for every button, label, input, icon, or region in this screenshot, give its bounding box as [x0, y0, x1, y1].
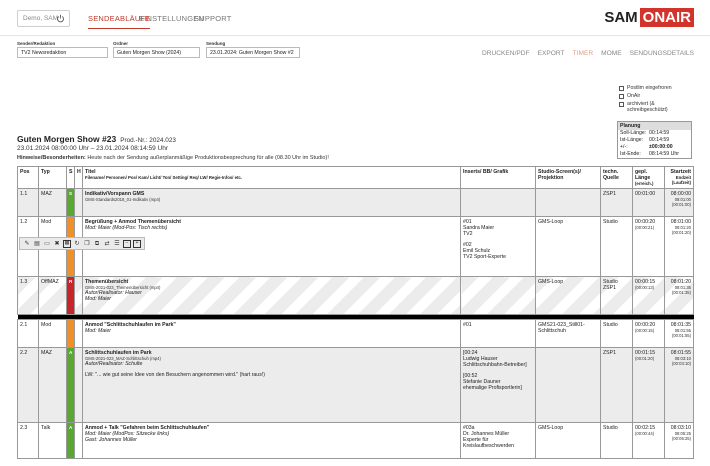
ordner-select[interactable]: Guten Morgen Show (2024)	[113, 47, 200, 58]
status-badge: A	[67, 348, 75, 423]
mome-button[interactable]: MOME	[601, 50, 622, 57]
sendung-label: Sendung	[206, 41, 226, 46]
nav-support[interactable]: SUPPORT	[194, 14, 232, 23]
prod-number: Prod.-Nr.: 2024.023	[120, 137, 176, 144]
sender-select[interactable]: TV2 Newsredaktion	[17, 47, 108, 58]
sendung-field	[206, 41, 300, 58]
sendungsdetails-button[interactable]: SENDUNGSDETAILS	[629, 50, 694, 57]
planung-row: Ist-Ende: 08:14:59 Uhr	[620, 151, 679, 157]
table-row[interactable]: 1.3 OffMAZ R Themenübersicht GMS-2021-023_Themenübersicht (mp4) Autor/Realisator: Hauser Mod: Maier GMS-Loop Studio ZSP1 00:00:15 (00:00:13) 08:01:20 08:01:35 (00:01:35)	[18, 277, 694, 315]
sender-label: Sender/Redaktion	[17, 41, 56, 46]
power-icon[interactable]	[56, 14, 65, 23]
check-archiviert[interactable]: archiviert (& schreibgeschützt)	[619, 101, 681, 113]
expand-icon[interactable]: +	[133, 240, 141, 248]
ordner-label: Ordner	[113, 41, 129, 46]
status-badge: R	[67, 277, 75, 315]
col-gepl: gepl. Länge (erreich.)	[633, 167, 665, 189]
table-row[interactable]: 1.2 Mod Begrüßung + Anmod Themenübersicht Mod: Maier (Mod-Pos: Tisch rechts) #01 Sandra Maier TV2 #02 Emil Schulz TV2 Sport-Experte GMS-Loop Studio 00:00:20 (00:00:21) 08:01:00 08:01:20 (00:01:20)	[18, 217, 694, 277]
col-s: S	[67, 167, 75, 189]
layout-icon[interactable]: ▦	[64, 240, 70, 246]
status-checks	[619, 85, 681, 115]
document-icon[interactable]: ▤	[34, 240, 40, 247]
shuffle-icon[interactable]: ⇄	[104, 240, 110, 247]
sender-field	[17, 41, 108, 58]
copy-icon[interactable]: ❐	[84, 240, 90, 247]
col-titel: Titel Filename/ Personen/ Pos/ Kam/ Licht/ Ton/ Setting/ Req/ LW/ Regie-Infos/ etc.	[83, 167, 461, 189]
table-header	[18, 167, 694, 189]
row-toolbar	[19, 237, 145, 250]
col-typ: Typ	[39, 167, 67, 189]
checkbox-icon[interactable]	[619, 94, 624, 99]
user-name: Demo, SAM	[23, 15, 59, 22]
collapse-icon[interactable]: −	[123, 240, 131, 248]
delete-icon[interactable]: ✖	[54, 240, 60, 247]
planung-box	[617, 121, 692, 159]
status-badge: S	[67, 189, 75, 217]
action-bar	[482, 50, 694, 57]
col-techn: techn. Quelle	[601, 167, 633, 189]
rundown-table	[17, 166, 694, 459]
check-eingefroren[interactable]: Postlim eingefroren	[619, 85, 681, 91]
ordner-field	[113, 41, 200, 58]
col-studio: Studio-Screen(s)/ Projektion	[536, 167, 601, 189]
planung-row: Ist-Länge: 00:14:59	[620, 137, 670, 143]
checkbox-icon[interactable]	[619, 86, 624, 91]
col-startzeit: Startzeit Endzeit (Laufzeit)	[665, 167, 694, 189]
nav-sendeablaeufe[interactable]: SENDEABLÄUFE	[88, 14, 150, 29]
table-row[interactable]: 2.1 Mod Anmod "Schlittschuhlaufen im Park" Mod: Maier #01 GMS21-023_Still01-Schlittschuh Studio 00:00:20 (00:00:15) 08:01:35 08:01:55 (00:01:55)	[18, 320, 694, 348]
show-title: Guten Morgen Show #23 Prod.-Nr.: 2024.023	[17, 134, 176, 144]
check-onair[interactable]: OnAir	[619, 93, 681, 99]
table-row[interactable]: 2.2 MAZ A Schlittschuhlaufen im Park GMS-2021-023_MAZ-Schlittschuh (mp4) Autor/Realisator: Schulte LW: "... wie gut seine Idee von den Besuchern angenommen wird." (hart raus!) [00:24 Ludwig Hauser Schlittschuhbahn-Betreiber] [00:52 Stefanie Dauner ehemalige Profisportlerin] ZSP1 00:01:15 (00:01:20) 08:01:55 08:03:10 (00:03:10)	[18, 348, 694, 423]
show-time: 23.01.2024 08:00:00 Uhr – 23.01.2024 08:14:59 Uhr	[17, 145, 169, 152]
hinweis: Hinweise/Besonderheiten: Heute nach der Sendung außerplanmäßige Produktionsbesprechung für alle (08.30 Uhr im Studio)!	[17, 155, 329, 161]
list-icon[interactable]: ☰	[114, 240, 120, 247]
duplicate-icon[interactable]: ⧉	[94, 240, 100, 247]
pencil-icon[interactable]: ✎	[24, 240, 30, 247]
table-row[interactable]: 2.3 Talk A Anmod + Talk "Gefahren beim Schlittschuhlaufen" Mod: Maier (ModPos: Sitzecke links) Gast: Johannes Müller #03a Dr. Johannes Müller Experte für Kreislaufbeschwerden GMS-Loop Studio 00:02:15 (00:00:44) 08:03:10 08:05:25 (00:05:25)	[18, 423, 694, 459]
timer-button[interactable]: TIMER	[572, 50, 594, 57]
refresh-icon[interactable]: ↻	[74, 240, 80, 247]
nav-einstellungen[interactable]: EINSTELLUNGEN	[139, 14, 205, 23]
planung-title: Planung	[618, 122, 691, 130]
export-button[interactable]: EXPORT	[537, 50, 565, 57]
col-pos: Pos	[18, 167, 39, 189]
table-row[interactable]: 1.1 MAZ S Indikativ/Vorspann GMS GMS-Standards2018_01-Indikativ (mp4) ZSP1 00:01:00 08:00:00 08:01:00 (00:01:00)	[18, 189, 694, 217]
planung-row: Soll-Länge: 00:14:59	[620, 130, 670, 136]
col-h: H	[75, 167, 83, 189]
user-selector[interactable]	[17, 10, 70, 27]
comment-icon[interactable]: ▭	[44, 240, 50, 247]
sendung-select[interactable]: 23.01.2024: Guten Morgen Show #2	[206, 47, 300, 58]
checkbox-icon[interactable]	[619, 102, 624, 107]
sam-onair-logo: SAM ONAIR	[604, 8, 694, 27]
status-badge: A	[67, 423, 75, 459]
col-inserts: Inserts/ BB/ Grafik	[461, 167, 536, 189]
drucken-pdf-button[interactable]: DRUCKEN/PDF	[481, 50, 530, 57]
planung-row: +/-: ±00:00:00	[620, 144, 673, 150]
top-bar	[0, 0, 710, 36]
